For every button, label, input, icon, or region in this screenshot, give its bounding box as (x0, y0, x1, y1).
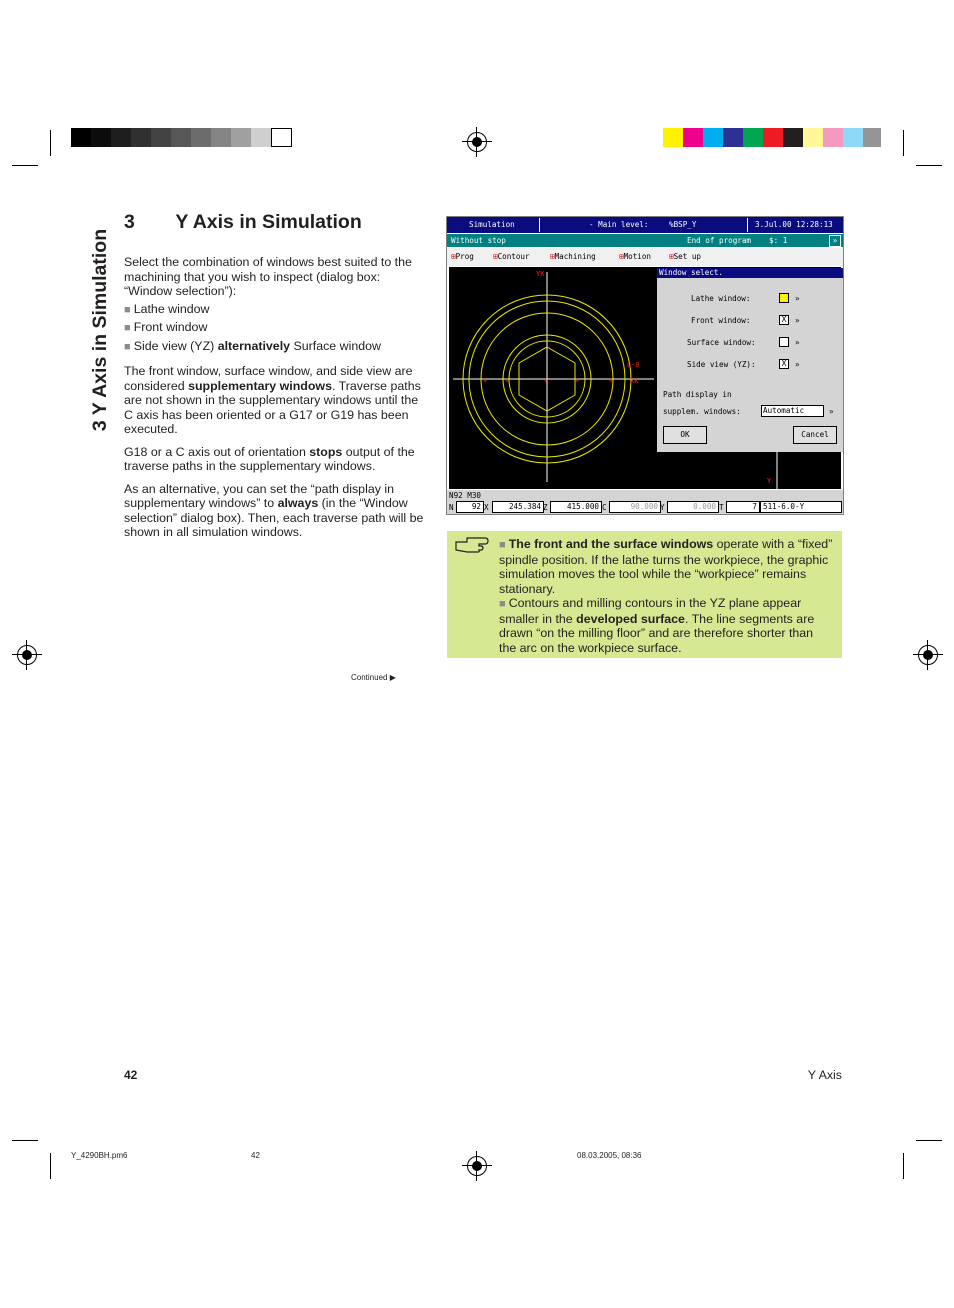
surface-window-checkbox[interactable] (779, 337, 789, 347)
position-display (447, 490, 843, 514)
section-title: Y Axis in Simulation (175, 211, 362, 233)
slug-date: 08.03.2005, 08:36 (577, 1151, 642, 1160)
dialog-row-label: Side view (YZ): (687, 360, 756, 369)
menu-item-setup[interactable]: ⊞Set up (669, 252, 702, 261)
crop-mark (50, 1153, 51, 1179)
grid-icon: ⊞ (619, 252, 624, 261)
bullet-item: ■ Lathe window (124, 301, 210, 316)
slug-file: Y_4290BH.pm6 (71, 1151, 128, 1160)
menu-bar (447, 248, 843, 266)
tool-number-field: 7 (726, 501, 760, 513)
axis-mark: + (544, 377, 549, 385)
axis-label-c: C-0 (627, 361, 640, 369)
dialog-row-label: Lathe window: (691, 294, 751, 303)
title-mid: - Main level: (589, 220, 649, 229)
grid-icon: ⊞ (550, 252, 555, 261)
grid-icon: ⊞ (669, 252, 674, 261)
field-label: N (449, 503, 454, 512)
field-label: Z (543, 503, 548, 512)
registration-mark (467, 1156, 487, 1176)
y-position-field: 0.000 (667, 501, 719, 513)
intro-paragraph: Select the combination of windows best suited to the machining that you wish to inspect (dialog box: “Window selection”): (124, 255, 412, 298)
crop-mark (916, 165, 942, 166)
field-label: Y (660, 503, 665, 512)
lathe-window-checkbox[interactable] (779, 293, 789, 303)
program-name: %BSP_Y (669, 220, 697, 229)
more-icon[interactable]: » (795, 294, 800, 303)
menu-item-prog[interactable]: ⊞Prog (451, 252, 474, 261)
paragraph: As an alternative, you can set the “path display in supplementary windows” to always (in the “Window selection” dialog box). Then, each traverse path will be shown in all simulation windows. (124, 481, 424, 539)
date-time: 3.Jul.00 12:28:13 (755, 220, 833, 229)
axis-mark: + (575, 377, 580, 385)
running-footer: Y Axis (807, 1068, 842, 1082)
crop-mark (903, 130, 904, 156)
path-display-select[interactable]: Automatic (761, 405, 824, 417)
continued-marker: Continued ▶ (351, 673, 396, 682)
note-text (499, 537, 833, 655)
status-num: $: 1 (769, 236, 788, 245)
nc-block: N92 M30 (449, 491, 482, 500)
axis-mark: + (609, 377, 614, 385)
status-right: End of program (687, 236, 752, 245)
dialog-title: Window select. (657, 268, 843, 278)
registration-mark (467, 132, 487, 152)
block-number-field: 92 (456, 501, 484, 513)
crop-mark (50, 130, 51, 156)
note-paragraph: ■ Contours and milling contours in the YZ plane appear smaller in the developed surface. The line segments are drawn “on the milling floor” and are therefore shorter than the arc on the workpiece surface. (499, 596, 815, 655)
registration-mark (17, 645, 37, 665)
axis-label-y: Y (767, 477, 772, 485)
section-heading (124, 211, 362, 234)
expand-icon[interactable]: » (829, 235, 841, 247)
dialog-row-label: Front window: (691, 316, 751, 325)
z-position-field: 415.000 (550, 501, 602, 513)
axis-label-xk: XK (630, 377, 639, 385)
tool-id-field: 511-6.0-Y (760, 501, 842, 513)
side-view-checkbox[interactable]: X (779, 359, 789, 369)
body-text (124, 255, 430, 540)
crop-mark (12, 165, 38, 166)
menu-item-contour[interactable]: ⊞Contour (493, 252, 530, 261)
dialog-row-label: Surface window: (687, 338, 756, 347)
crop-mark (903, 1153, 904, 1179)
note-paragraph: ■ The front and the surface windows operate with a “fixed” spindle position. If the lathe turns the workpiece, the graphic simulation moves the tool while the “workpiece” remains stationary. (499, 537, 833, 596)
ok-button[interactable]: OK (663, 426, 707, 444)
more-icon[interactable]: » (795, 316, 800, 325)
grid-icon: ⊞ (493, 252, 498, 261)
bullet-item: ■ Side view (YZ) alternatively Surface window (124, 338, 381, 353)
paragraph: The front window, surface window, and side view are considered supplementary windows. Traverse paths are not shown in the supplementary windows until the C axis has been oriented or a G17 or G19 has been executed. (124, 364, 421, 436)
front-window-checkbox[interactable]: X (779, 315, 789, 325)
title-bar (447, 217, 843, 233)
paragraph: G18 or a C axis out of orientation stops output of the traverse paths in the supplementary windows. (124, 444, 415, 473)
pointing-hand-icon (455, 536, 489, 554)
cancel-button[interactable]: Cancel (793, 426, 837, 444)
page-number: 42 (124, 1068, 138, 1082)
axis-label-yk: YK (536, 270, 545, 278)
crop-mark (916, 1140, 942, 1141)
grid-icon: ⊞ (451, 252, 456, 261)
registration-mark (918, 645, 938, 665)
section-number: 3 (124, 211, 135, 233)
more-icon[interactable]: » (795, 338, 800, 347)
status-left: Without stop (451, 236, 506, 245)
status-bar (447, 234, 843, 247)
menu-item-motion[interactable]: ⊞Motion (619, 252, 652, 261)
title-left: Simulation (469, 220, 515, 229)
slug-page: 42 (251, 1151, 260, 1160)
window-select-dialog (657, 268, 843, 452)
menu-item-machining[interactable]: ⊞Machining (550, 252, 596, 261)
axis-mark: + (483, 377, 488, 385)
axis-mark: + (505, 377, 510, 385)
field-label: T (719, 503, 724, 512)
path-display-label: Path display in (663, 390, 732, 399)
side-title: 3 Y Axis in Simulation (89, 228, 111, 432)
field-label: X (484, 503, 489, 512)
x-position-field: 245.384 (492, 501, 544, 513)
bullet-item: ■ Front window (124, 320, 208, 334)
more-icon[interactable]: » (829, 407, 834, 416)
note-box (447, 531, 842, 658)
field-label: C (602, 503, 607, 512)
crop-mark (12, 1140, 38, 1141)
supplem-label: supplem. windows: (663, 407, 741, 416)
c-position-field: 90.000 (609, 501, 661, 513)
simulation-screenshot (446, 216, 844, 515)
more-icon[interactable]: » (795, 360, 800, 369)
